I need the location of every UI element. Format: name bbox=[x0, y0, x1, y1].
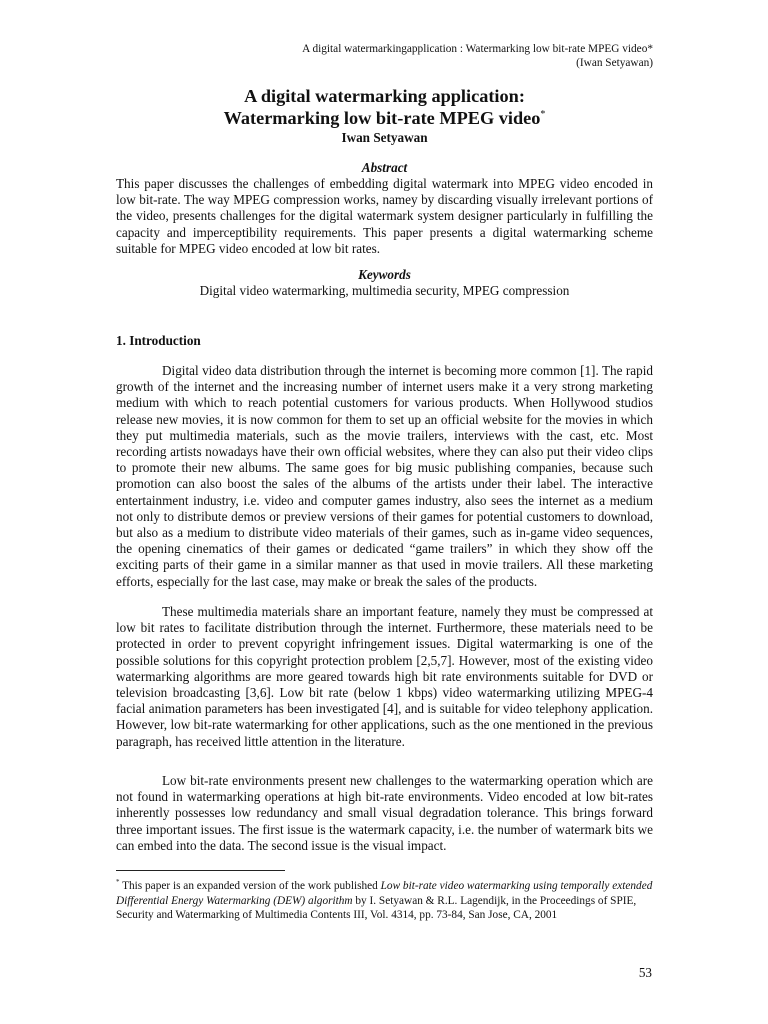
introduction-paragraph-2 bbox=[116, 604, 653, 750]
running-header bbox=[302, 42, 653, 70]
paper-author: Iwan Setyawan bbox=[341, 130, 428, 145]
page-number: 53 bbox=[638, 965, 652, 980]
keywords-heading: Keywords bbox=[358, 267, 411, 282]
paper-title-line2 bbox=[116, 108, 653, 130]
paper-title-line2-text: Watermarking low bit-rate MPEG video bbox=[223, 107, 541, 128]
paper-title-line1: A digital watermarking application: bbox=[244, 86, 525, 106]
section-heading-introduction: 1. Introduction bbox=[116, 333, 201, 348]
footnote bbox=[116, 879, 653, 923]
keywords-text: Digital video watermarking, multimedia security, MPEG compression bbox=[199, 283, 570, 298]
footnote-text-before: This paper is an expanded version of the work published bbox=[119, 880, 381, 892]
abstract-heading: Abstract bbox=[361, 160, 408, 175]
running-header-title: A digital watermarkingapplication : Watermarking low bit-rate MPEG video* bbox=[302, 43, 653, 55]
title-block bbox=[116, 86, 653, 146]
abstract-text: This paper discusses the challenges of embedding digital watermark into MPEG video encoded in low bit-rate. The way MPEG compression works, namey by discarding visually irrelevant portions of the video, presents challenges for the digital watermark system designer particularly in fulfilling the capacity and imperceptibility requirements. This paper presents a digital watermarking scheme suitable for MPEG video encoded at low bit rates. bbox=[116, 176, 653, 256]
paragraph-text: Low bit-rate environments present new challenges to the watermarking operation which are not found in watermarking operations at high bit-rate environments. Video encoded at low bit-rates inherently possesses low redundancy and small visual degradation tolerance. This brings forward three important issues. The first issue is the watermark capacity, i.e. the number of watermark bits we can embed into the data. The second issue is the visual impact. bbox=[116, 773, 653, 853]
introduction-paragraph-1 bbox=[116, 363, 653, 590]
title-footnote-marker: * bbox=[540, 108, 546, 120]
footnote-marker: * bbox=[116, 878, 120, 887]
introduction-paragraph-3 bbox=[116, 773, 653, 854]
footnote-text-after: by I. Setyawan & R.L. Lagendijk, in the Proceedings of SPIE, Security and Watermarking of Multimedia Contents III, Vol. 4314, pp. 73-84, San Jose, CA, 2001 bbox=[116, 894, 637, 921]
footnote-cited-title: Low bit-rate video watermarking using temporally extended Differential Energy Watermarking (DEW) algorithm bbox=[116, 880, 653, 907]
paragraph-text: Digital video data distribution through the internet is becoming more common [1]. The rapid growth of the internet and the increasing number of internet users make it a very strong marketing medium with which to reach potential customers for various products. When Hollywood studios release new movies, it is now common for them to set up an official website for the movies in which they put multimedia materials, such as the movie trailers, interviews with the cast, etc. Most recording artists nowadays have their own official websites, where they can also put their video clips to promote their new albums. The same goes for big music publishing companies, because such promotion can also boost the sales of the albums of the artists under their label. The interactive entertainment industry, i.e. video and computer games industry, also sees the internet as a medium not only to distribute demos or preview versions of their games for potential customers to download, but also as a medium to distribute video materials of their games, such as in-game video sequences, the opening cinematics of their games or dedicated “game trailers” in which they show off the exciting parts of their game in a similar manner as that used in movie trailers. All these marketing efforts, especially for the last case, may make or break the sales of the products. bbox=[116, 363, 653, 589]
running-header-author: (Iwan Setyawan) bbox=[576, 57, 653, 69]
footnote-divider bbox=[116, 870, 285, 871]
paragraph-text: These multimedia materials share an important feature, namely they must be compressed at low bit rates to facilitate distribution through the internet. Furthermore, these materials need to be protected in order to prevent copyright infringement issues. Digital watermarking is one of the possible solutions for this copyright protection problem [2,5,7]. However, most of the existing video watermarking algorithms are more geared towards high bit rate environments suitable for DVD or television broadcasting [3,6]. Low bit rate (below 1 kbps) video watermarking utilizing MPEG-4 facial animation parameters has been investigated [4], and is suitable for video telephony application. However, low bit-rate watermarking for other applications, such as the one mentioned in the previous paragraph, has received little attention in the literature. bbox=[116, 604, 653, 749]
abstract-body bbox=[116, 176, 653, 257]
